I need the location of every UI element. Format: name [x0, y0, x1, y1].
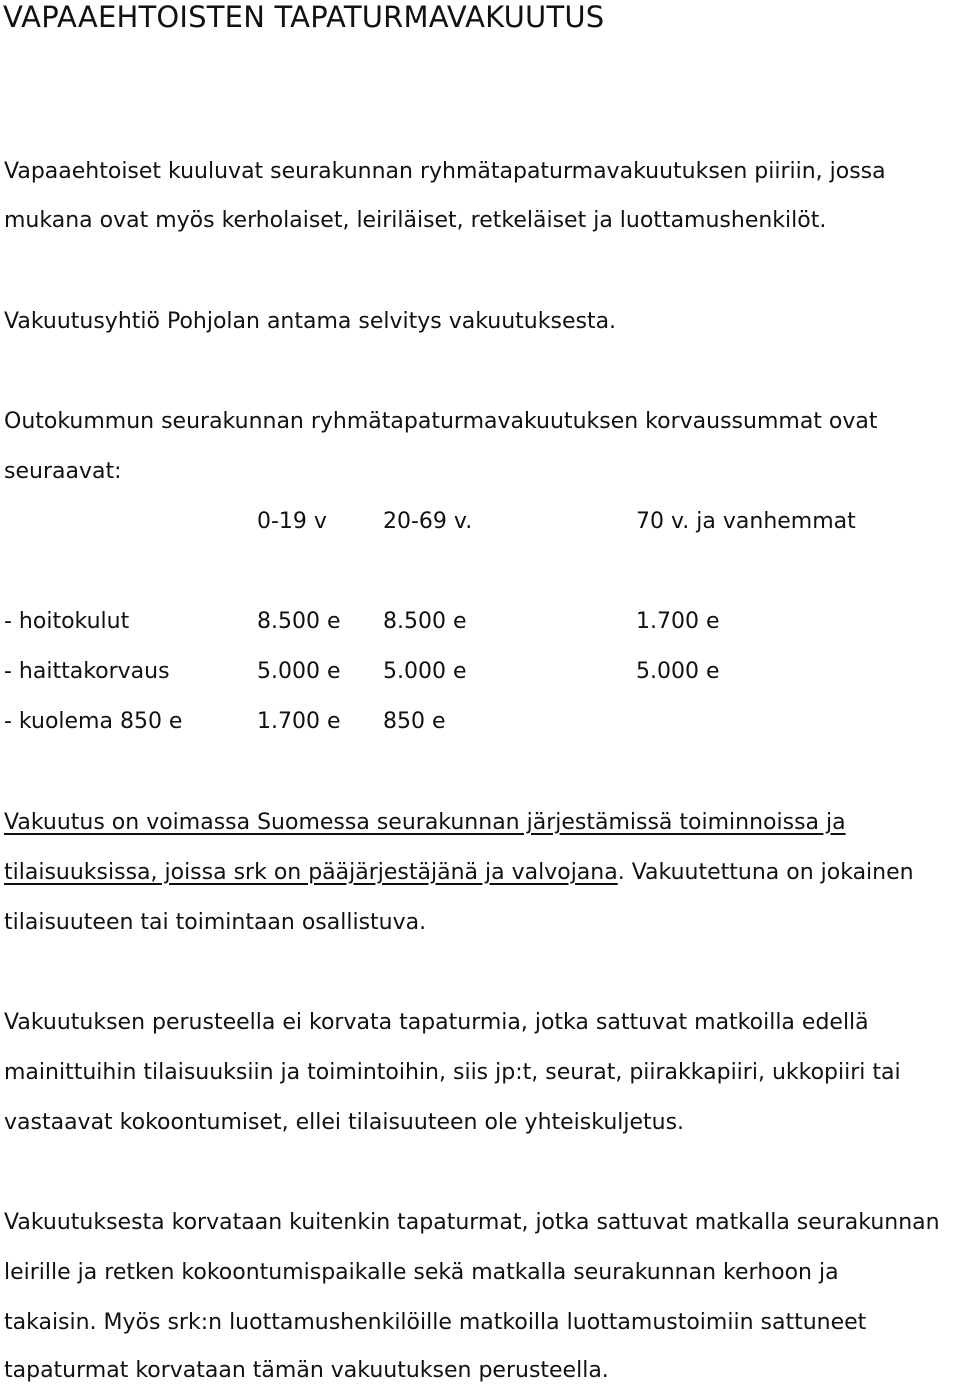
table-header-age-70-plus: 70 v. ja vanhemmat: [636, 509, 856, 534]
table-cell: 850 e: [383, 709, 446, 734]
row-label-kuolema: - kuolema 850 e: [4, 709, 183, 734]
validity-line-2: [4, 858, 914, 888]
summary-line-2: seuraavat:: [4, 459, 122, 484]
exclusion-line-3: vastaavat kokoontumiset, ellei tilaisuuteen ole yhteiskuljetus.: [4, 1110, 685, 1135]
row-label-hoitokulut: - hoitokulut: [4, 609, 130, 634]
table-cell: 5.000 e: [257, 659, 341, 684]
validity-line-3: tilaisuuteen tai toimintaan osallistuva.: [4, 910, 427, 935]
table-cell: 5.000 e: [383, 659, 467, 684]
table-header-age-0-19: 0-19 v: [257, 509, 327, 534]
table-cell: 1.700 e: [257, 709, 341, 734]
exclusion-line-2: mainittuihin tilaisuuksiin ja toimintoihin, siis jp:t, seurat, piirakkapiiri, ukkopiiri tai: [4, 1060, 901, 1085]
table-cell: 5.000 e: [636, 659, 720, 684]
intro-line-2: mukana ovat myös kerholaiset, leiriläiset, retkeläiset ja luottamushenkilöt.: [4, 208, 827, 233]
table-cell: 8.500 e: [257, 609, 341, 634]
row-label-haittakorvaus: - haittakorvaus: [4, 659, 170, 684]
coverage-line-1: Vakuutuksesta korvataan kuitenkin tapaturmat, jotka sattuvat matkalla seurakunnan: [4, 1210, 940, 1235]
coverage-line-3: takaisin. Myös srk:n luottamushenkilöille matkoilla luottamustoimiin sattuneet: [4, 1310, 867, 1335]
intro-line-1: Vapaaehtoiset kuuluvat seurakunnan ryhmätapaturmavakuutuksen piiriin, jossa: [4, 159, 886, 184]
validity-rest-text: . Vakuutettuna on jokainen: [617, 860, 914, 885]
table-cell: 1.700 e: [636, 609, 720, 634]
table-header-age-20-69: 20-69 v.: [383, 509, 473, 534]
validity-line-1: Vakuutus on voimassa Suomessa seurakunnan järjestämissä toiminnoissa ja: [4, 810, 846, 835]
summary-line-1: Outokummun seurakunnan ryhmätapaturmavakuutuksen korvaussummat ovat: [4, 409, 878, 434]
coverage-line-4: tapaturmat korvataan tämän vakuutuksen perusteella.: [4, 1358, 609, 1383]
source-note: Vakuutusyhtiö Pohjolan antama selvitys vakuutuksesta.: [4, 309, 617, 334]
validity-underlined-text: tilaisuuksissa, joissa srk on pääjärjestäjänä ja valvojana: [4, 860, 618, 885]
exclusion-line-1: Vakuutuksen perusteella ei korvata tapaturmia, jotka sattuvat matkoilla edellä: [4, 1010, 869, 1035]
coverage-line-2: leirille ja retken kokoontumispaikalle sekä matkalla seurakunnan kerhoon ja: [4, 1260, 839, 1285]
table-cell: 8.500 e: [383, 609, 467, 634]
page-title: VAPAAEHTOISTEN TAPATURMAVAKUUTUS: [3, 0, 605, 34]
